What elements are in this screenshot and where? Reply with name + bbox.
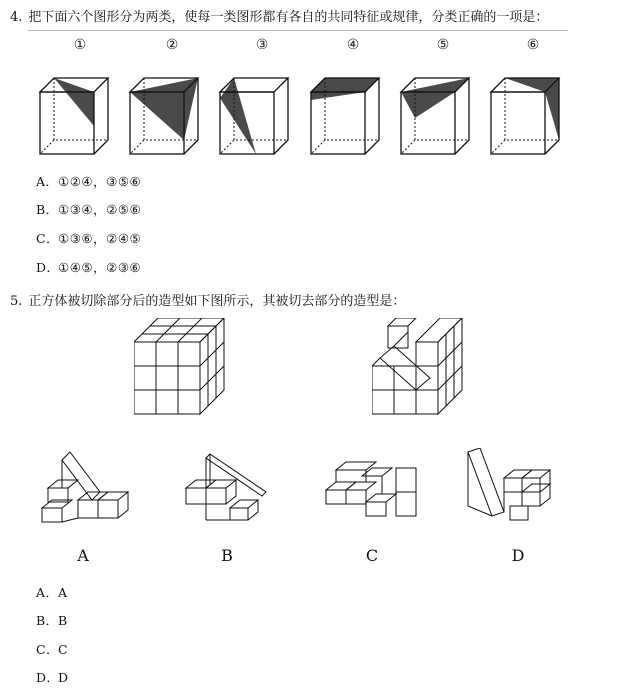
cube-label-4: ④ bbox=[346, 37, 360, 53]
piece-c-figure bbox=[322, 448, 422, 534]
cube-figures bbox=[0, 72, 621, 156]
question-5-number: 5. bbox=[10, 294, 23, 309]
cube-label-6: ⑥ bbox=[526, 37, 540, 53]
full-cube-figure bbox=[134, 318, 230, 418]
cube-label-5: ⑤ bbox=[436, 37, 450, 53]
cube-4 bbox=[311, 78, 379, 154]
q4-option-b[interactable]: B．①③④，②⑤⑥ bbox=[36, 202, 142, 217]
question-5-text: 正方体被切除部分后的造型如下图所示，其被切去部分的造型是： bbox=[28, 294, 406, 309]
piece-label-d: D bbox=[511, 546, 525, 565]
q5-option-a[interactable]: A．A bbox=[36, 585, 68, 600]
question-4-number: 4. bbox=[10, 10, 23, 25]
cube-2 bbox=[130, 78, 198, 154]
question-5-stem bbox=[10, 290, 405, 309]
q5-option-d[interactable]: D．D bbox=[36, 670, 69, 685]
q4-option-c[interactable]: C．①③⑥，②④⑤ bbox=[36, 231, 142, 246]
cube-3 bbox=[220, 78, 288, 154]
q5-option-c[interactable]: C．C bbox=[36, 642, 69, 657]
piece-a-figure bbox=[38, 448, 138, 534]
cube-labels-row bbox=[0, 37, 621, 55]
cube-6 bbox=[491, 78, 559, 154]
question-4-stem bbox=[10, 6, 548, 25]
piece-d-figure bbox=[462, 448, 562, 534]
q5-option-b[interactable]: B．B bbox=[36, 613, 68, 628]
cube-label-3: ③ bbox=[255, 37, 269, 53]
cube-1 bbox=[40, 78, 108, 154]
piece-b-figure bbox=[180, 448, 280, 534]
q4-option-d[interactable]: D．①④⑤，②③⑥ bbox=[36, 260, 142, 275]
divider bbox=[28, 30, 568, 31]
cube-label-1: ① bbox=[73, 37, 87, 53]
piece-label-a: A bbox=[77, 546, 89, 565]
q4-option-a[interactable]: A．①②④，③⑤⑥ bbox=[36, 174, 142, 189]
piece-label-b: B bbox=[221, 546, 233, 565]
cut-cube-figure bbox=[372, 318, 468, 418]
question-4-text: 把下面六个图形分为两类，使每一类图形都有各自的共同特征或规律，分类正确的一项是： bbox=[28, 10, 549, 25]
cube-label-2: ② bbox=[165, 37, 179, 53]
piece-label-c: C bbox=[365, 546, 379, 565]
cube-5 bbox=[401, 78, 469, 154]
